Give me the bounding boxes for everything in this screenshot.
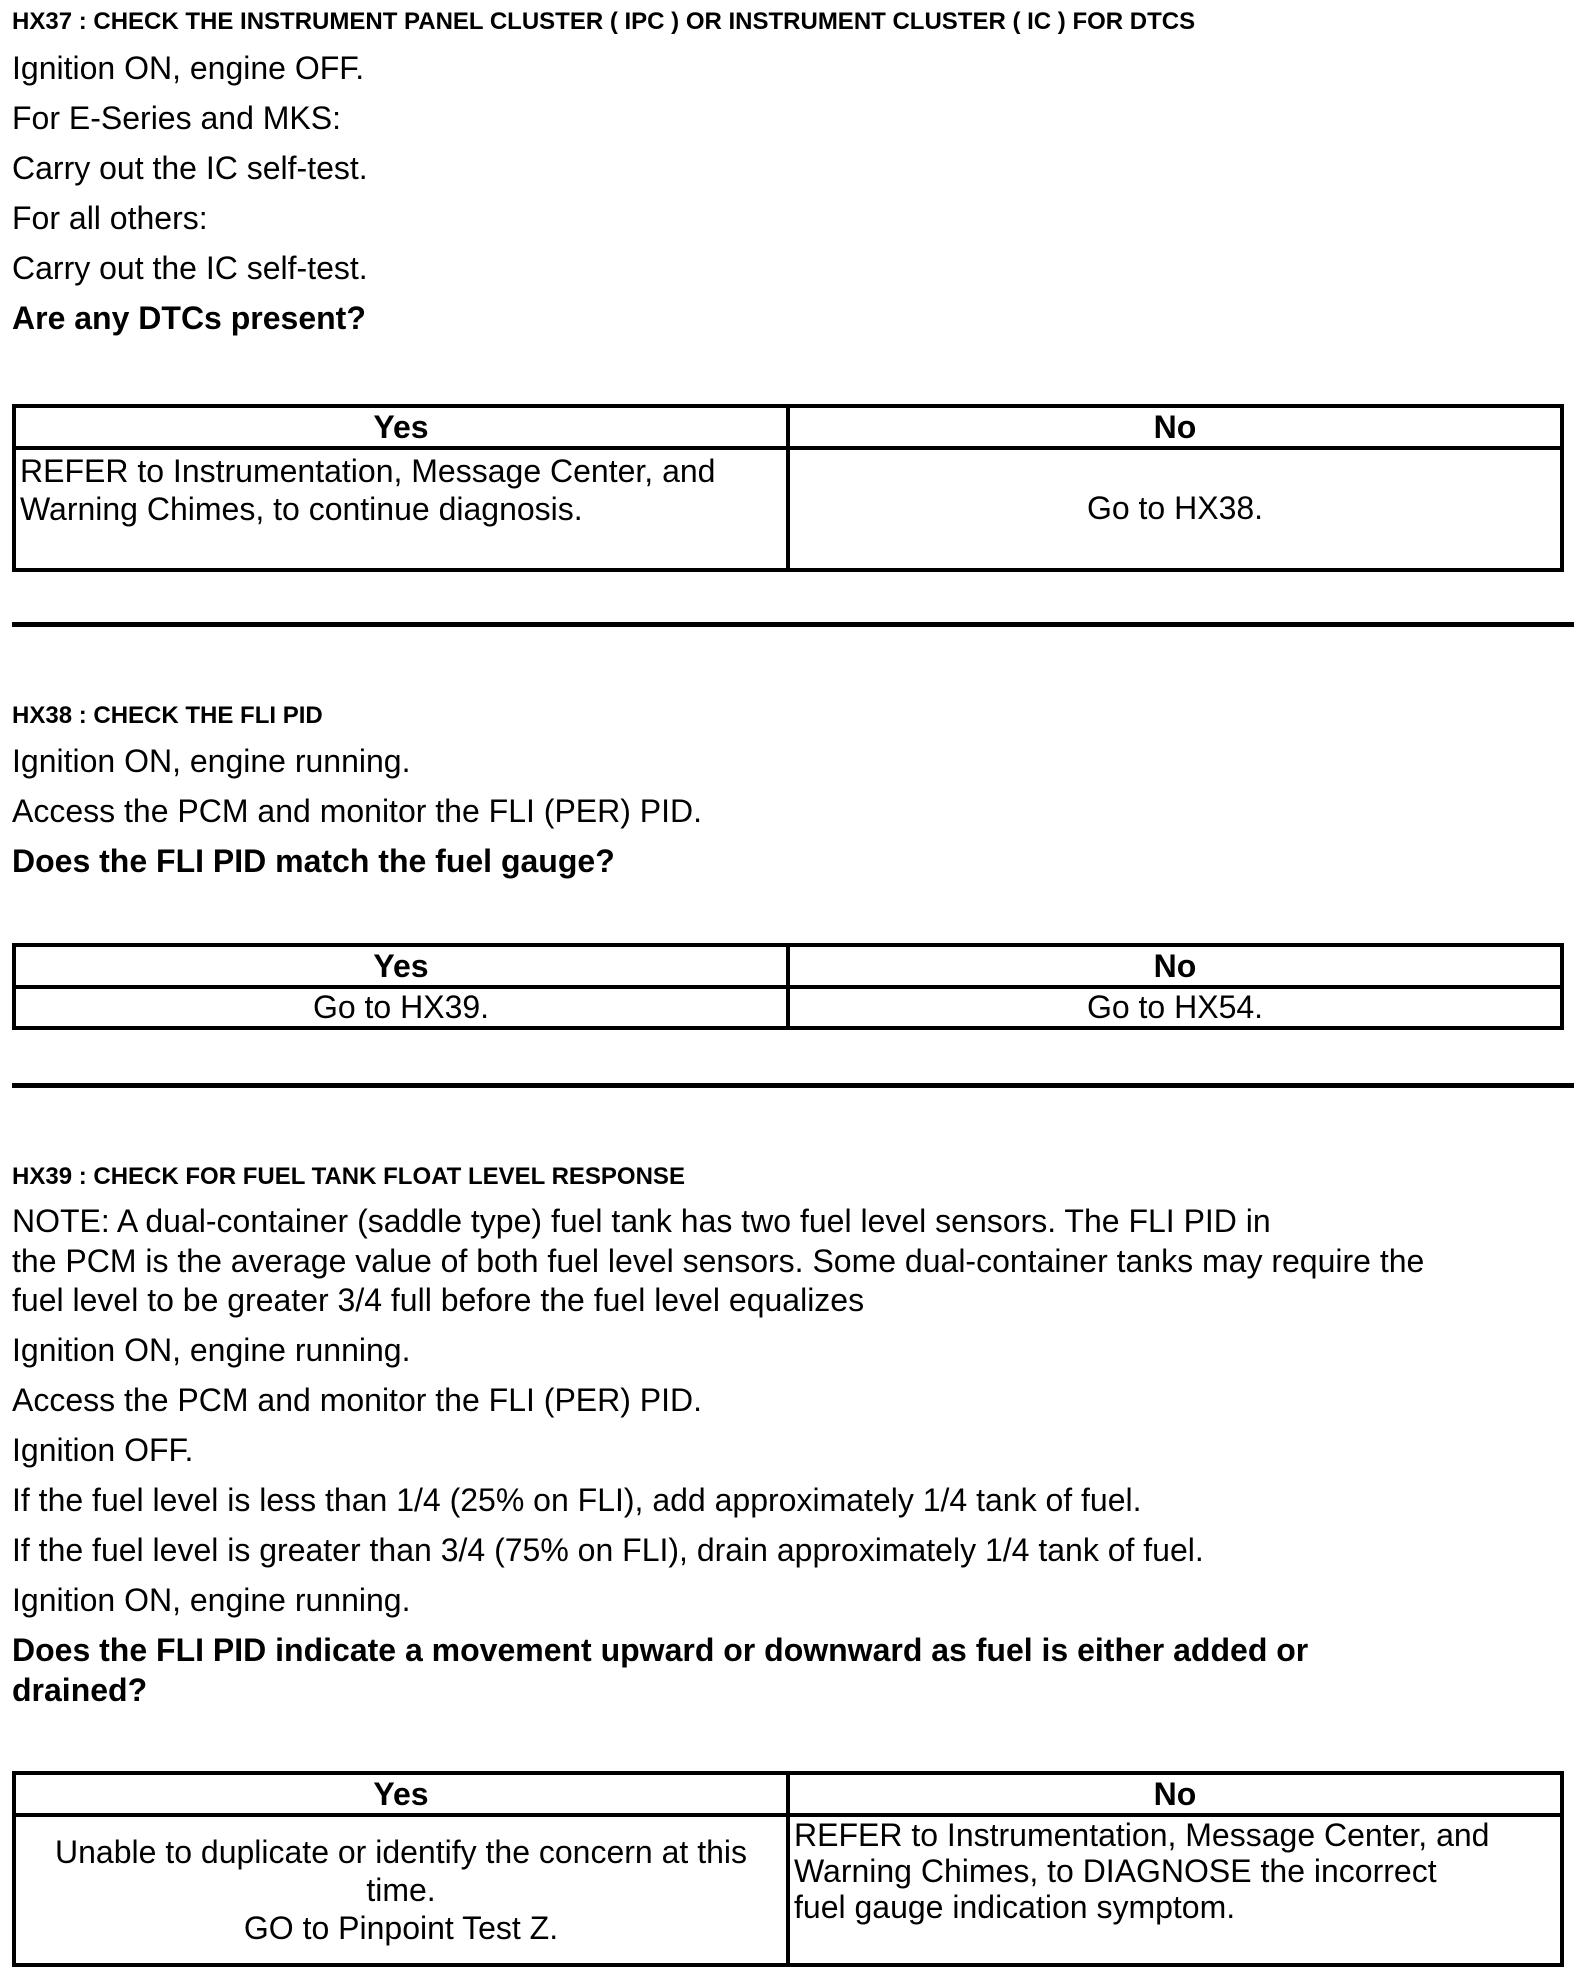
hx37-step-5: Carry out the IC self-test. bbox=[12, 250, 368, 286]
hx37-question: Are any DTCs present? bbox=[12, 300, 366, 336]
hx39-note-line-2: the PCM is the average value of both fuel level sensors. Some dual-container tanks may require the bbox=[12, 1243, 1425, 1279]
hx39-step-6: Ignition ON, engine running. bbox=[12, 1582, 411, 1618]
hx37-heading: HX37 : CHECK THE INSTRUMENT PANEL CLUSTER ( IPC ) OR INSTRUMENT CLUSTER ( IC ) FOR DTCS bbox=[12, 8, 1196, 35]
hx38-no-cell: Go to HX54. bbox=[788, 987, 1562, 1028]
hx39-step-3: Ignition OFF. bbox=[12, 1432, 194, 1468]
section-divider bbox=[12, 1083, 1574, 1088]
hx39-step-5: If the fuel level is greater than 3/4 (75% on FLI), drain approximately 1/4 tank of fuel. bbox=[12, 1532, 1204, 1568]
hx39-heading: HX39 : CHECK FOR FUEL TANK FLOAT LEVEL RESPONSE bbox=[12, 1163, 685, 1190]
hx39-answer-table bbox=[12, 1771, 1564, 1967]
hx39-yes-line-1: Unable to duplicate or identify the concern at this bbox=[55, 1834, 747, 1870]
hx39-no-cell bbox=[788, 1815, 1562, 1965]
hx39-step-2: Access the PCM and monitor the FLI (PER) PID. bbox=[12, 1382, 703, 1418]
hx39-step-1: Ignition ON, engine running. bbox=[12, 1332, 411, 1368]
hx37-no-cell: Go to HX38. bbox=[788, 448, 1562, 570]
hx38-step-2: Access the PCM and monitor the FLI (PER) PID. bbox=[12, 793, 703, 829]
hx39-yes-header: Yes bbox=[14, 1773, 788, 1815]
hx37-step-2: For E-Series and MKS: bbox=[12, 100, 341, 136]
section-divider bbox=[12, 622, 1574, 627]
hx37-step-1: Ignition ON, engine OFF. bbox=[12, 50, 365, 86]
hx38-step-1: Ignition ON, engine running. bbox=[12, 743, 411, 779]
hx37-yes-header: Yes bbox=[14, 406, 788, 448]
hx37-step-3: Carry out the IC self-test. bbox=[12, 150, 368, 186]
hx39-no-line-3: fuel gauge indication symptom. bbox=[794, 1889, 1236, 1925]
hx38-no-header: No bbox=[788, 945, 1562, 987]
hx37-no-header: No bbox=[788, 406, 1562, 448]
hx38-answer-table bbox=[12, 943, 1564, 1030]
hx37-answer-table bbox=[12, 404, 1564, 572]
hx38-yes-cell: Go to HX39. bbox=[14, 987, 788, 1028]
hx39-no-line-1: REFER to Instrumentation, Message Center, and bbox=[794, 1817, 1490, 1853]
hx39-question-line-1: Does the FLI PID indicate a movement upward or downward as fuel is either added or bbox=[12, 1632, 1309, 1668]
hx37-yes-cell bbox=[14, 448, 788, 570]
hx37-yes-line-1: REFER to Instrumentation, Message Center, and bbox=[20, 453, 716, 489]
hx39-step-4: If the fuel level is less than 1/4 (25% on FLI), add approximately 1/4 tank of fuel. bbox=[12, 1482, 1142, 1518]
hx39-no-header: No bbox=[788, 1773, 1562, 1815]
hx39-yes-line-2: time. bbox=[366, 1872, 436, 1908]
hx38-yes-header: Yes bbox=[14, 945, 788, 987]
hx39-note-line-1: NOTE: A dual-container (saddle type) fuel tank has two fuel level sensors. The FLI PID in bbox=[12, 1203, 1271, 1239]
hx39-yes-line-3: GO to Pinpoint Test Z. bbox=[243, 1910, 559, 1946]
hx38-heading: HX38 : CHECK THE FLI PID bbox=[12, 702, 323, 729]
hx37-yes-line-2: Warning Chimes, to continue diagnosis. bbox=[20, 491, 583, 527]
hx39-note-line-3: fuel level to be greater 3/4 full before the fuel level equalizes bbox=[12, 1282, 865, 1318]
hx39-question-line-2: drained? bbox=[12, 1672, 148, 1708]
hx37-step-4: For all others: bbox=[12, 200, 208, 236]
hx39-no-line-2: Warning Chimes, to DIAGNOSE the incorrect bbox=[794, 1853, 1437, 1889]
hx38-question: Does the FLI PID match the fuel gauge? bbox=[12, 843, 615, 879]
hx39-yes-cell bbox=[14, 1815, 788, 1965]
